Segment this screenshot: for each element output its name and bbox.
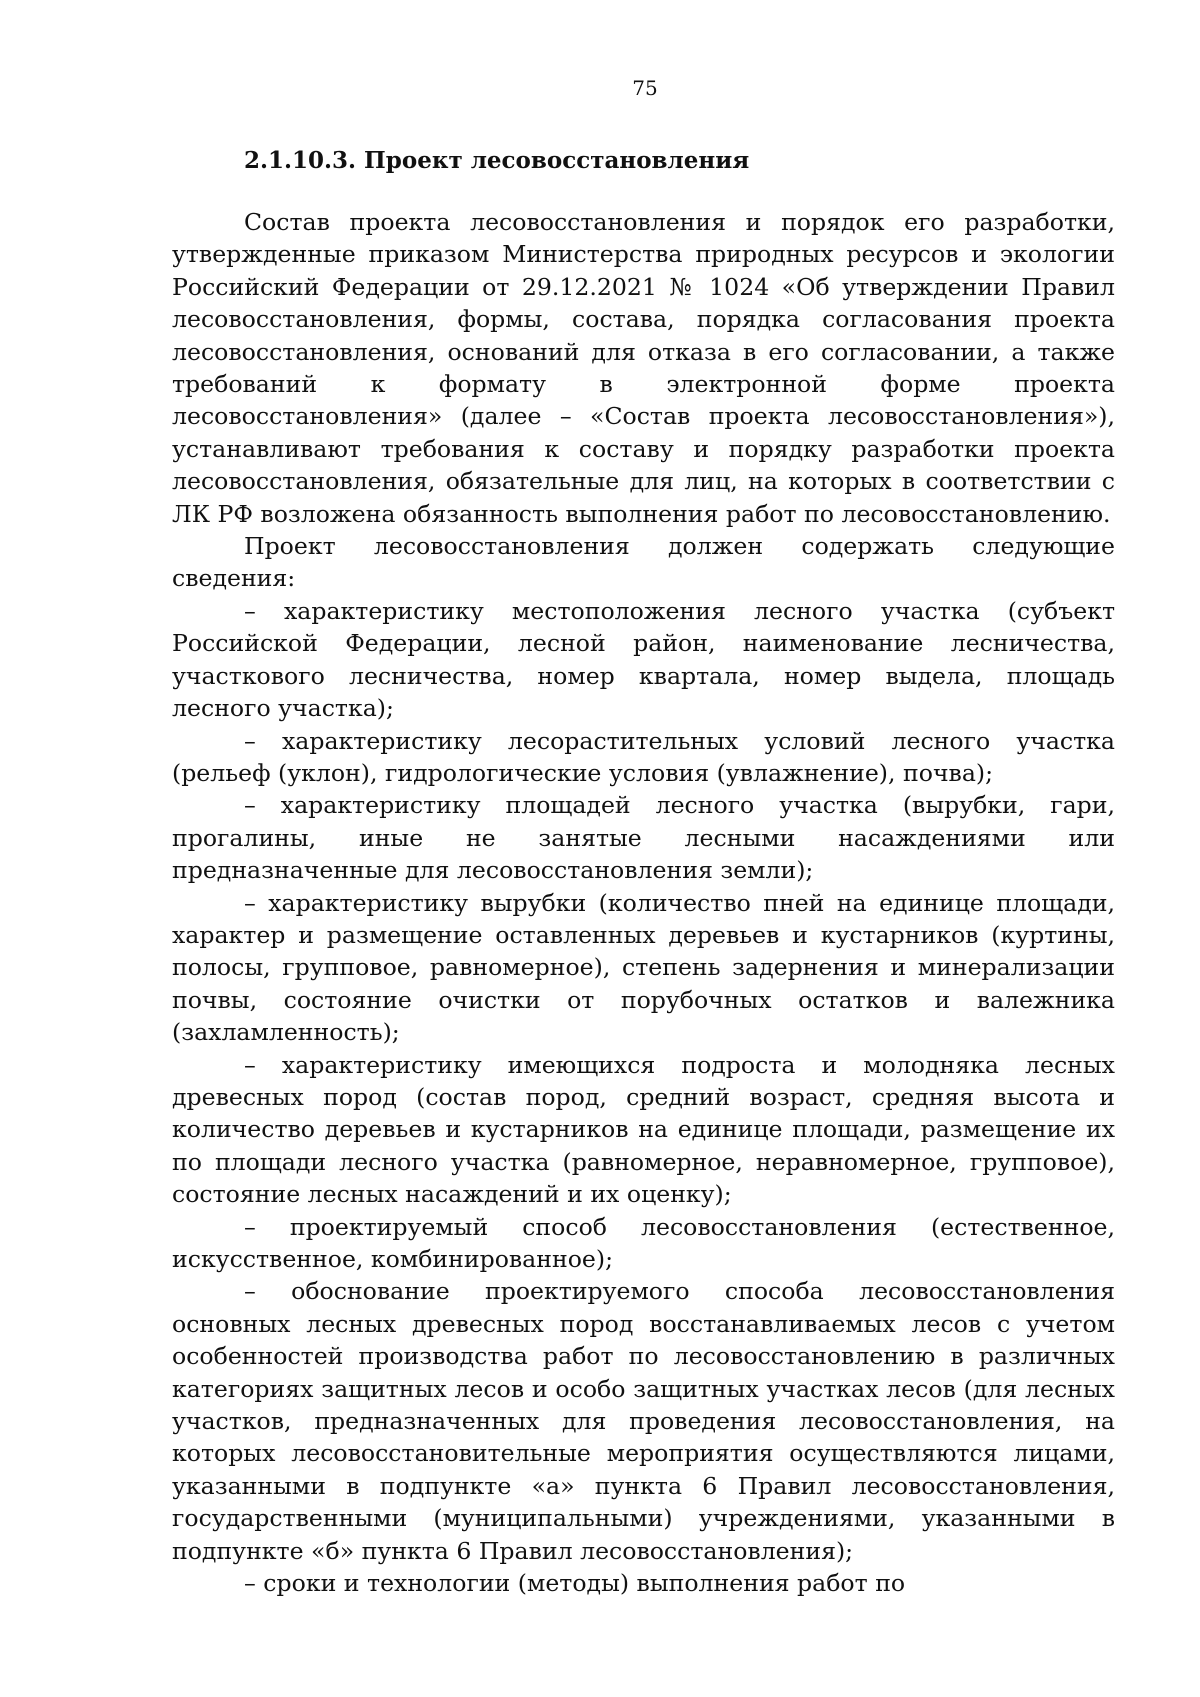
list-item-undergrowth: – характеристику имеющихся подроста и молодняка лесных древесных пород (состав пород, средний возраст, средняя высота и количество деревьев и кустарников на единице площади, размещение их по площади лесного участка (равномерное, неравномерное, групповое), состояние лесных насаждений и их оценку); [172, 1050, 1115, 1209]
page-number: 75 [632, 76, 658, 100]
paragraph-intro: Состав проекта лесовосстановления и порядок его разработки, утвержденные приказом Министерства природных ресурсов и экологии Российский Федерации от 29.12.2021 № 1024 «Об утверждении Правил лесовосстановления, формы, состава, порядка согласования проекта лесовосстановления, оснований для отказа в его согласовании, а также требований к формату в электронной форме проекта лесовосстановления» (далее – «Состав проекта лесовосстановления»), устанавливают требования к составу и порядку разработки проекта лесовосстановления, обязательные для лиц, на которых в соответствии с ЛК РФ возложена обязанность выполнения работ по лесовосстановлению. [172, 208, 1115, 528]
list-item-location: – характеристику местоположения лесного участка (субъект Российской Федерации, лесной район, наименование лесничества, участкового лесничества, номер квартала, номер выдела, площадь лесного участка); [172, 596, 1115, 723]
list-item-method: – проектируемый способ лесовосстановления (естественное, искусственное, комбинированное); [172, 1212, 1115, 1273]
list-item-method-justification: – обоснование проектируемого способа лесовосстановления основных лесных древесных пород восстанавливаемых лесов с учетом особенностей производства работ по лесовосстановлению в различных категориях защитных лесов и особо защитных участках лесов (для лесных участков, предназначенных для проведения лесовосстановления, на которых лесовосстановительные мероприятия осуществляются лицами, указанными в подпункте «а» пункта 6 Правил лесовосстановления, государственными (муниципальными) учреждениями, указанными в подпункте «б» пункта 6 Правил лесовосстановления); [172, 1277, 1115, 1565]
list-item-areas: – характеристику площадей лесного участка (вырубки, гари, прогалины, иные не занятые лесными насаждениями или предназначенные для лесовосстановления земли); [172, 791, 1115, 885]
paragraph-requirements-lead: Проект лесовосстановления должен содержать следующие сведения: [172, 532, 1115, 593]
list-item-growing-conditions: – характеристику лесорастительных условий лесного участка (рельеф (уклон), гидрологические условия (увлажнение), почва); [172, 726, 1115, 787]
list-item-clearing: – характеристику вырубки (количество пней на единице площади, характер и размещение оставленных деревьев и кустарников (куртины, полосы, групповое, равномерное), степень задернения и минерализации почвы, состояние очистки от порубочных остатков и валежника (захламленность); [172, 888, 1115, 1047]
page-content [172, 144, 1115, 1599]
list-item-timing: – сроки и технологии (методы) выполнения работ по [244, 1569, 906, 1598]
section-title: 2.1.10.3. Проект лесовосстановления [244, 147, 750, 174]
